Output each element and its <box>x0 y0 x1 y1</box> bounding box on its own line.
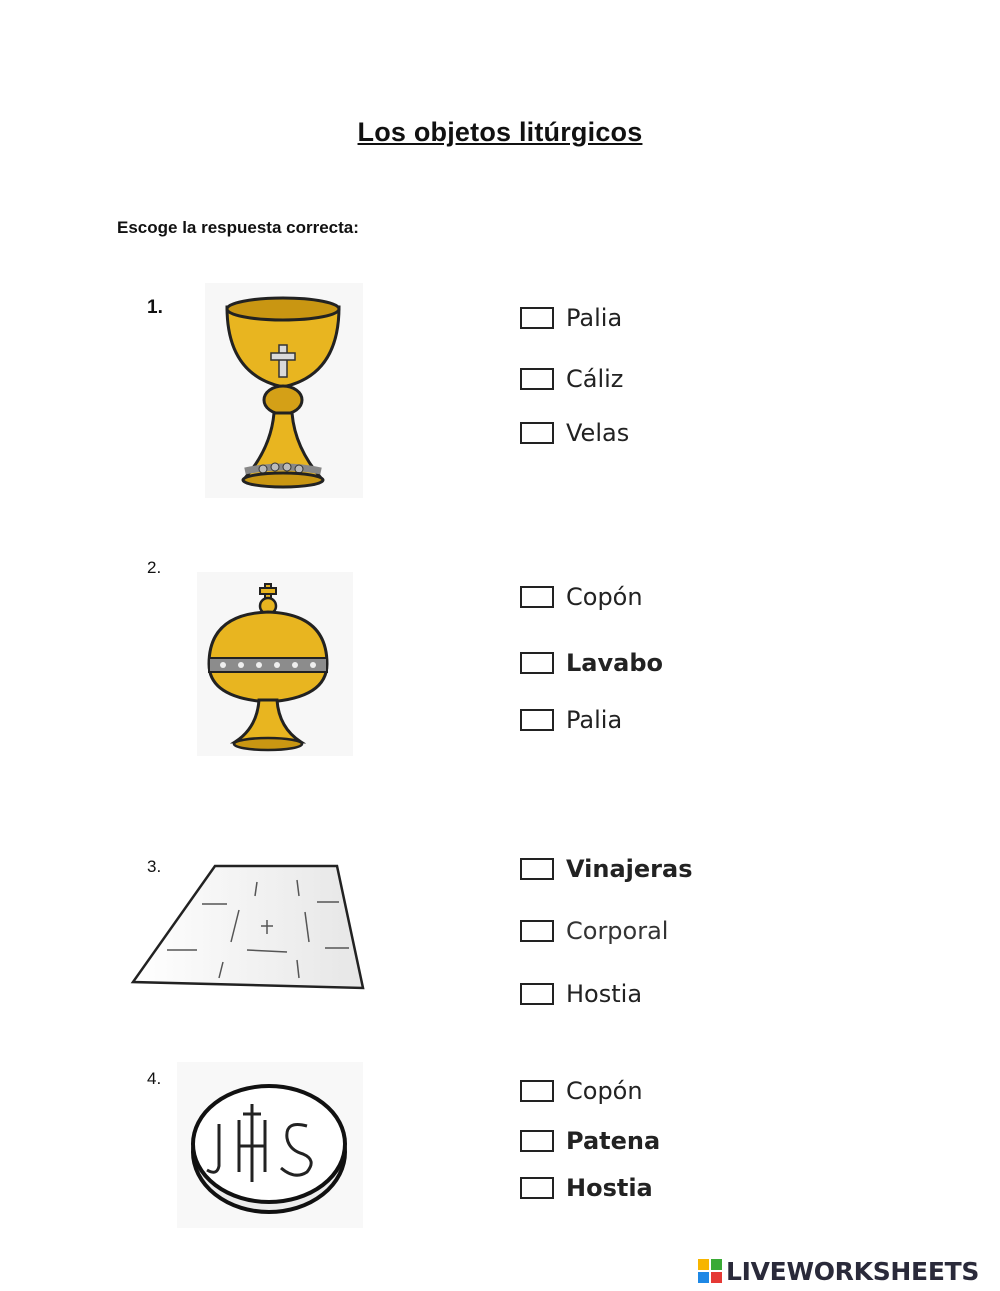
q4-option-3[interactable] <box>520 1173 653 1203</box>
checkbox[interactable] <box>520 1080 554 1102</box>
ciborium-icon <box>197 572 353 756</box>
q3-option-2[interactable] <box>520 916 668 946</box>
option-label: Hostia <box>566 980 643 1008</box>
q3-option-1[interactable] <box>520 854 692 884</box>
q4-option-2[interactable] <box>520 1126 660 1156</box>
chalice-icon <box>205 283 363 498</box>
option-label: Cáliz <box>566 365 624 393</box>
checkbox[interactable] <box>520 586 554 608</box>
checkbox[interactable] <box>520 1177 554 1199</box>
checkbox[interactable] <box>520 858 554 880</box>
brand-name: LIVEWORKSHEETS <box>726 1256 980 1286</box>
option-label: Patena <box>566 1127 661 1155</box>
q1-option-1[interactable] <box>520 303 622 333</box>
checkbox[interactable] <box>520 983 554 1005</box>
page-title: Los objetos litúrgicos <box>357 117 643 147</box>
checkbox[interactable] <box>520 422 554 444</box>
q2-option-1[interactable] <box>520 582 643 612</box>
checkbox[interactable] <box>520 652 554 674</box>
instructions: Escoge la respuesta correcta: <box>117 218 359 237</box>
corporal-cloth-icon <box>127 852 389 1004</box>
option-label: Vinajeras <box>566 855 693 883</box>
checkbox[interactable] <box>520 1130 554 1152</box>
q4-option-1[interactable] <box>520 1076 643 1106</box>
q2-option-3[interactable] <box>520 705 622 735</box>
option-label: Corporal <box>566 917 669 945</box>
question-1-number: 1. <box>147 297 163 318</box>
question-4-number: 4. <box>147 1069 162 1088</box>
question-2-number: 2. <box>147 558 162 577</box>
option-label: Copón <box>566 1077 643 1105</box>
option-label: Copón <box>566 583 643 611</box>
host-wafer-icon <box>177 1062 363 1228</box>
option-label: Velas <box>566 419 630 447</box>
option-label: Hostia <box>566 1174 653 1202</box>
checkbox[interactable] <box>520 368 554 390</box>
checkbox[interactable] <box>520 709 554 731</box>
footer-branding <box>698 1256 979 1286</box>
q1-option-2[interactable] <box>520 364 623 394</box>
option-label: Lavabo <box>566 649 663 677</box>
q2-option-2[interactable] <box>520 648 663 678</box>
option-label: Palia <box>566 304 623 332</box>
checkbox[interactable] <box>520 920 554 942</box>
q3-option-3[interactable] <box>520 979 642 1009</box>
q1-option-3[interactable] <box>520 418 629 448</box>
liveworksheets-logo-icon <box>698 1259 722 1283</box>
option-label: Palia <box>566 706 623 734</box>
question-3-number: 3. <box>147 857 162 876</box>
checkbox[interactable] <box>520 307 554 329</box>
